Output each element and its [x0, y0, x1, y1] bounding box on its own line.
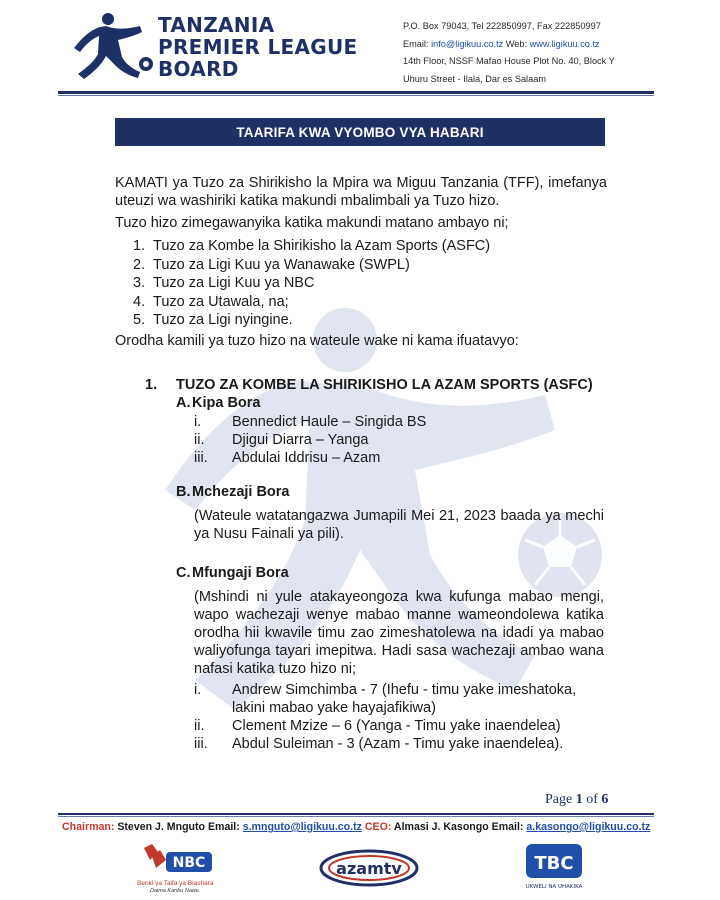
contact-postal: P.O. Box 79043, Tel 222850997, Fax 222850997 [403, 21, 601, 31]
org-name-line: TANZANIA [158, 13, 275, 37]
list-intro: Orodha kamili ya tuzo hizo na wateule wake ni kama ifuatavyo: [115, 333, 519, 349]
list-item: iii. Abdulai Iddrisu – Azam [194, 450, 381, 466]
org-name-line: BOARD [158, 57, 239, 81]
org-name-line: PREMIER LEAGUE [158, 35, 358, 59]
header-divider-thin [58, 95, 654, 96]
web-label: Web: [503, 38, 530, 49]
chairman-label: Chairman: [62, 821, 115, 833]
footer-divider-thin [58, 816, 654, 817]
email-link[interactable]: info@ligikuu.co.tz [431, 38, 504, 49]
page-number: Page 1 of 6 [545, 792, 609, 807]
list-item: 1. Tuzo za Kombe la Shirikisho la Azam Sports (ASFC) [133, 238, 491, 254]
chairman-email-link[interactable]: s.mnguto@ligikuu.co.tz [242, 821, 362, 833]
email-label: Email: [403, 38, 432, 49]
tbc-logo-text: TBC [534, 853, 574, 874]
contact-block [403, 18, 615, 88]
azamtv-logo-text: azamtv [336, 859, 402, 878]
list-item: 5. Tuzo za Ligi nyingine. [133, 312, 293, 328]
list-item: i. Bennedict Haule – Singida BS [194, 414, 427, 430]
list-item: ii. Clement Mzize – 6 (Yanga - Timu yake inaendelea) [194, 718, 561, 734]
list-item: 3. Tuzo za Ligi Kuu ya NBC [133, 275, 315, 291]
contact-address: 14th Floor, NSSF Mafao House Plot No. 40, Block Y [403, 56, 615, 66]
section-number: 1. [145, 377, 158, 393]
tbc-logo [522, 842, 586, 892]
letterhead [0, 0, 720, 96]
chairman-name: Steven J. Mnguto Email: [114, 821, 243, 833]
ceo-label: CEO: [361, 821, 392, 833]
nominee-list [194, 413, 604, 467]
category-list [133, 237, 490, 330]
web-link[interactable]: www.ligikuu.co.tz [529, 38, 600, 49]
subsection-mchezaji-bora: B. Mchezaji Bora [176, 484, 290, 500]
list-item: i. Andrew Simchimba - 7 (Ihefu - timu yake imeshatoka, lakini mabao yake hayajafikiwa) [194, 682, 577, 716]
nominee-list [194, 681, 604, 753]
footer-contacts [62, 821, 650, 833]
intro-subparagraph: Tuzo hizo zimegawanyika katika makundi matano ambayo ni; [115, 215, 509, 231]
contact-email-web [403, 36, 615, 54]
azamtv-logo [318, 848, 420, 888]
section-title: TUZO ZA KOMBE LA SHIRIKISHO LA AZAM SPORTS (ASFC) [176, 377, 593, 393]
list-item: 4. Tuzo za Utawala, na; [133, 293, 289, 310]
footer-divider [58, 813, 654, 815]
ceo-email-link[interactable]: a.kasongo@ligikuu.co.tz [526, 821, 651, 833]
nbc-logo-text: NBC [172, 855, 206, 871]
subsection-mfungaji-bora: C. Mfungaji Bora [176, 565, 289, 581]
ceo-name: Almasi J. Kasongo Email: [391, 821, 527, 833]
nbc-slogan: Daima Karibu Nawe. [150, 888, 201, 894]
intro-paragraph: KAMATI ya Tuzo za Shirikisho la Mpira wa Miguu Tanzania (TFF), imefanya uteuzi wa washiriki katika makundi mbalimbali ya Tuzo hizo. [115, 175, 607, 209]
football-player-logo-icon [72, 12, 154, 82]
tbc-tagline: UKWELI NA UHAKIKA [525, 884, 583, 890]
subsection-kipa-bora: A. Kipa Bora [176, 395, 261, 411]
document-title: TAARIFA KWA VYOMBO VYA HABARI [115, 118, 605, 146]
subsection-note: (Wateule watatangazwa Jumapili Mei 21, 2023 baada ya mechi ya Nusu Fainali ya pili). [194, 508, 604, 542]
contact-street: Uhuru Street - Ilala, Dar es Salaam [403, 73, 546, 84]
org-name [158, 14, 358, 80]
list-item: ii. Djigui Diarra – Yanga [194, 432, 369, 448]
nbc-tagline: Benki ya Taifa ya Biashara [137, 880, 214, 887]
list-item: 2. Tuzo za Ligi Kuu ya Wanawake (SWPL) [133, 256, 410, 273]
header-divider [58, 91, 654, 94]
subsection-note: (Mshindi ni yule atakayeongoza kwa kufunga mabao mengi, wapo wachezaji wenye mabao manne wameondolewa katika orodha hii kwavile timu zao zimeshatolewa na idadi ya mabao waliyofunga tayari imepitwa. Hadi sasa wachezaji ambao wana nafasi katika tuzo hizo ni; [194, 589, 604, 677]
list-item: iii. Abdul Suleiman - 3 (Azam - Timu yake inaendelea). [194, 736, 564, 752]
